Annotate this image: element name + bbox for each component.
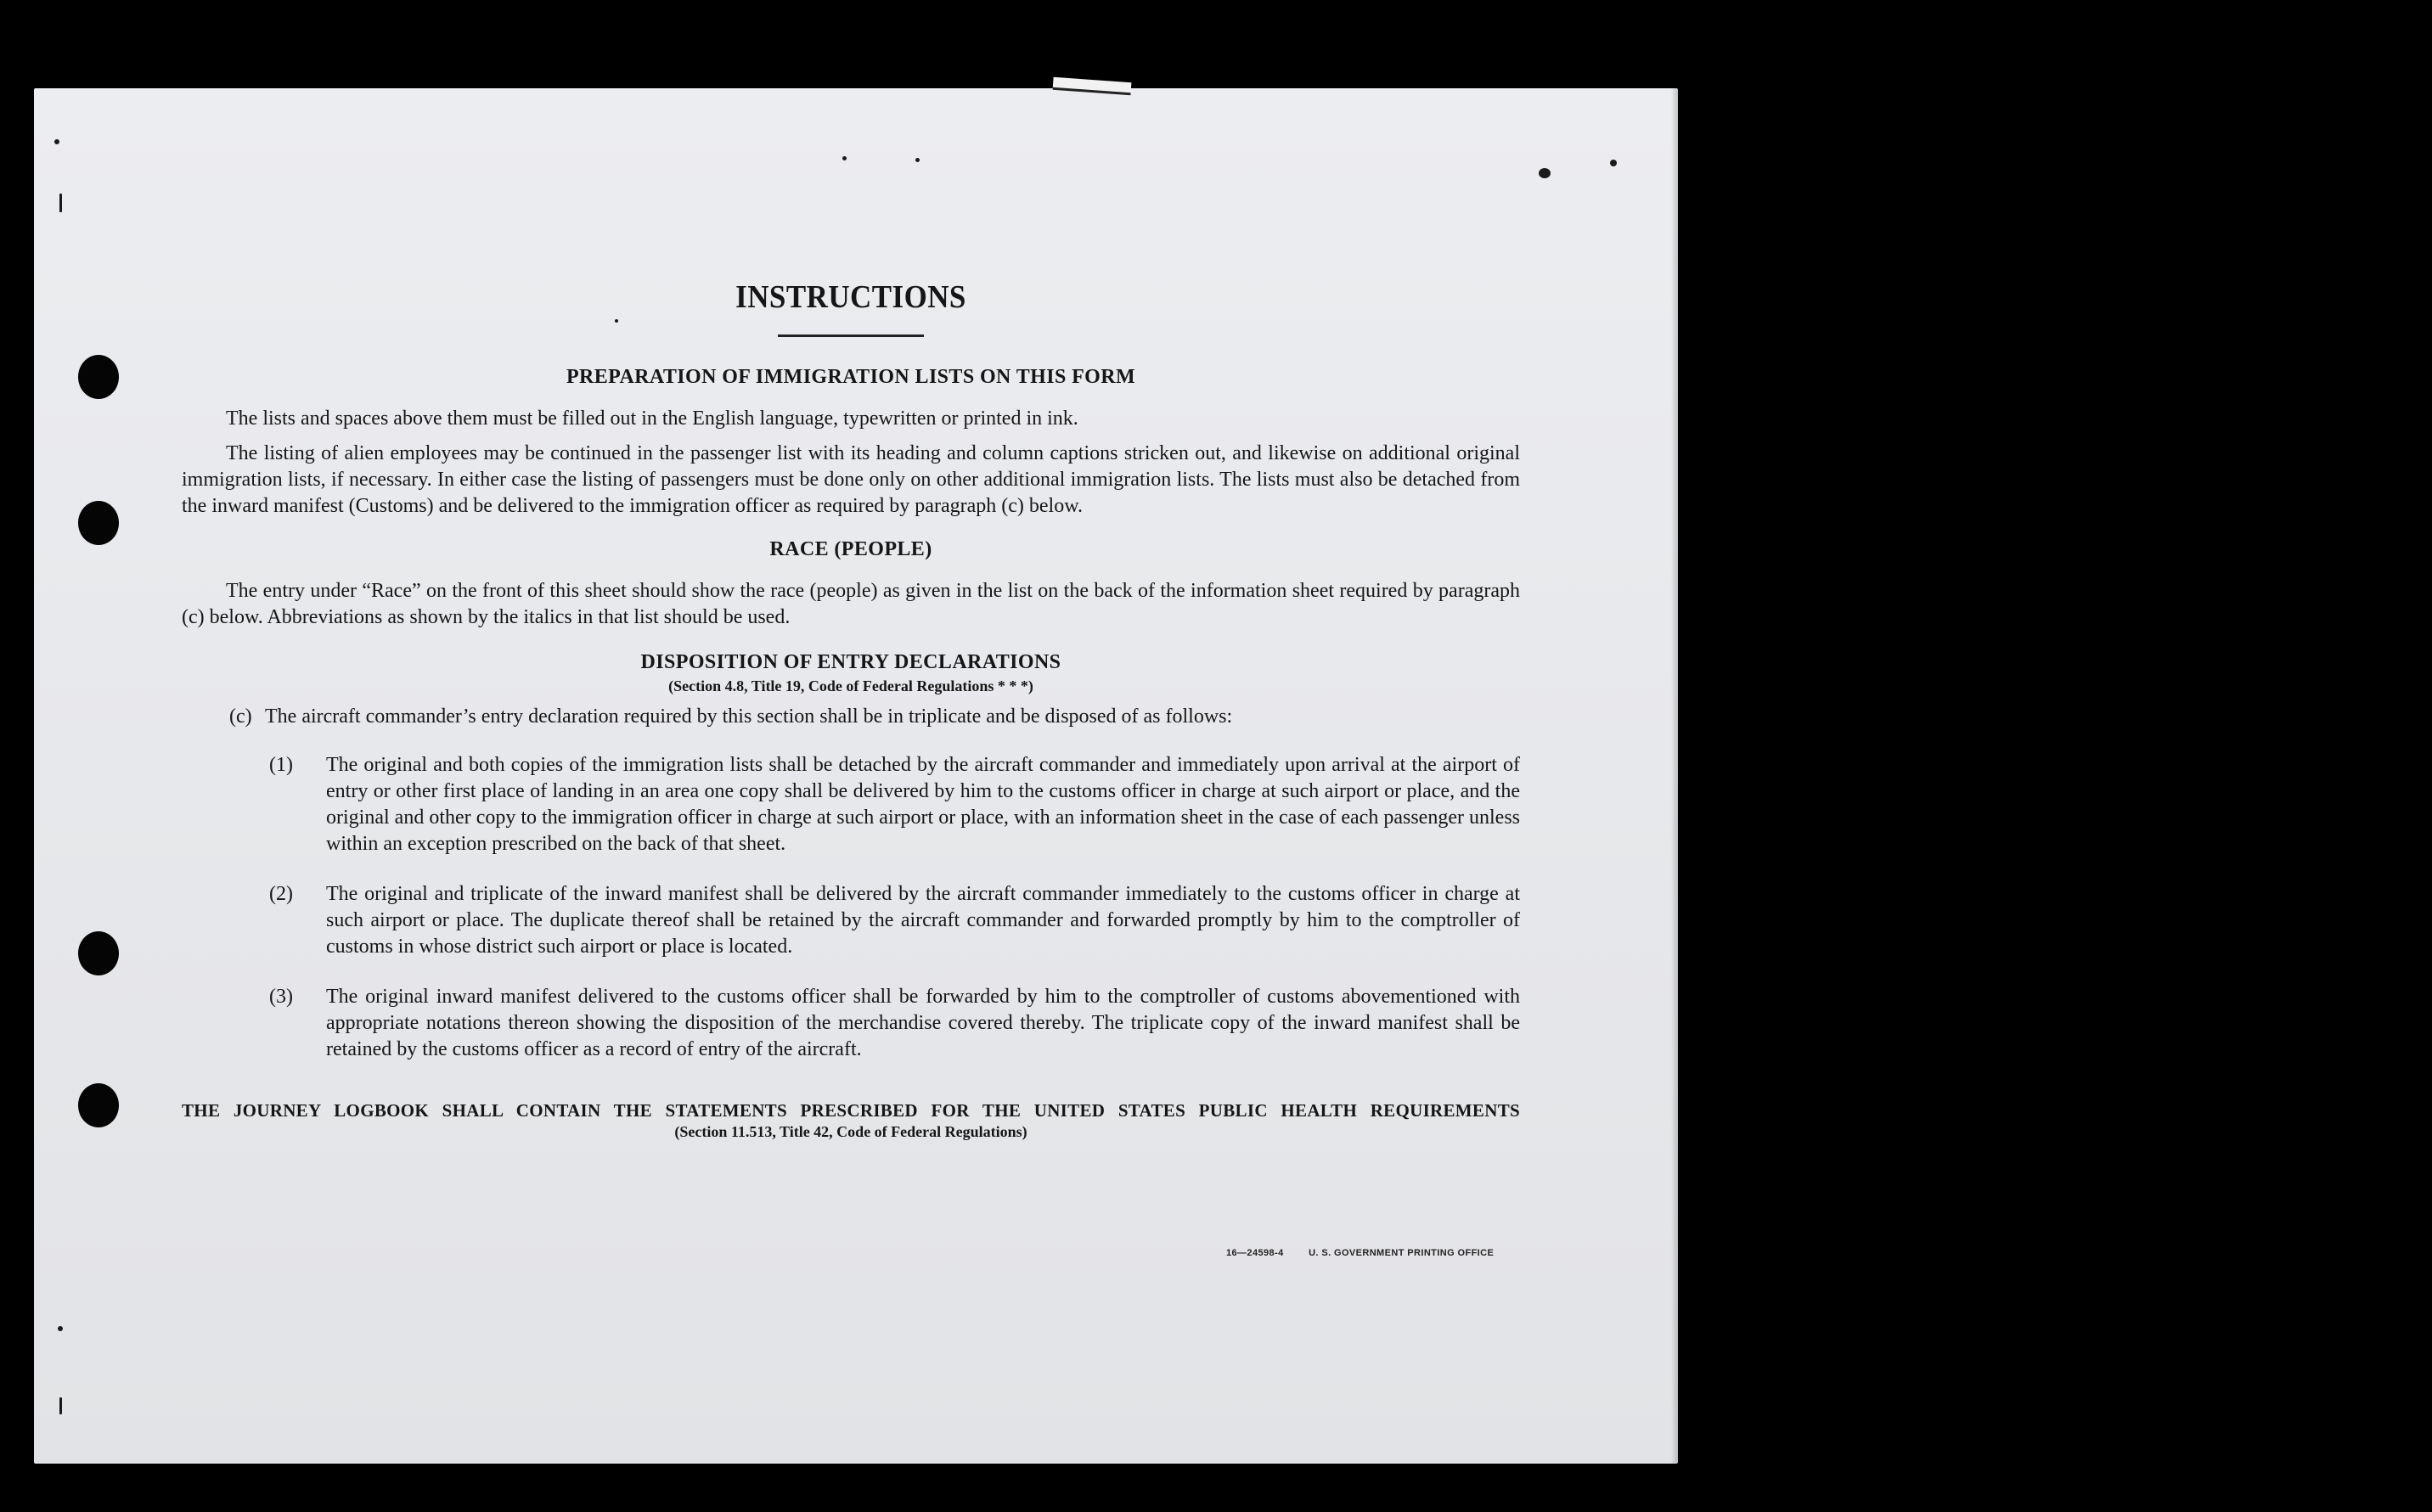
page-title: INSTRUCTIONS [735, 279, 966, 315]
scan-speck [54, 139, 59, 144]
printer-imprint [1226, 1248, 1516, 1258]
item-text: The aircraft commander’s entry declaration required by this section shall be in triplicate and be disposed of as follows: [265, 705, 1233, 728]
scan-speck [915, 158, 920, 162]
item-label: (c) [229, 705, 252, 728]
section-heading-preparation: PREPARATION OF IMMIGRATION LISTS ON THIS FORM [566, 366, 1136, 388]
disposition-citation: (Section 4.8, Title 19, Code of Federal Regulations * * *) [668, 677, 1033, 694]
scan-speck [59, 1397, 62, 1414]
disposition-item-1 [182, 752, 1520, 857]
punch-hole [78, 355, 119, 399]
section-heading-disposition: DISPOSITION OF ENTRY DECLARATIONS [640, 651, 1061, 673]
form-number: 16—24598-4 [1226, 1248, 1284, 1258]
item-label: (3) [269, 986, 293, 1008]
item-text: The original and triplicate of the inward manifest shall be delivered by the aircraft commander immediately to the customs officer in charge at such airport or place. The duplicate thereof shall be retained by the aircraft commander and forwarded promptly by him to the comptroller of customs in whose district such airport or place is located. [326, 883, 1520, 958]
punch-hole [78, 1083, 119, 1127]
sheet-edge-shadow [1671, 88, 1678, 1464]
scan-speck [58, 1326, 63, 1331]
punch-hole [78, 931, 119, 975]
item-text: The original and both copies of the immigration lists shall be detached by the aircraft commander and immediately upon arrival at the airport of entry or other first place of landing in an area one copy shall be delivered by him to the customs officer in charge at such airport or place, and the original and other copy to the immigration officer in charge at such airport or place, with an information sheet in the case of each passenger unless within an exception prescribed on the back of that sheet. [326, 754, 1520, 855]
health-requirements-citation: (Section 11.513, Title 42, Code of Federal Regulations) [674, 1123, 1027, 1140]
race-paragraph: The entry under “Race” on the front of this sheet should show the race (people) as given in the list on the back of the information sheet required by paragraph (c) below. Abbreviations as shown by the italics in that list should be used. [182, 580, 1520, 628]
punch-hole [78, 501, 119, 545]
disposition-item-2 [182, 881, 1520, 960]
scan-speck [1539, 168, 1551, 178]
preparation-paragraph-1: The lists and spaces above them must be filled out in the English language, typewritten or printed in ink. [226, 408, 1078, 430]
scan-speck [1610, 160, 1617, 166]
disposition-item-3 [182, 984, 1520, 1063]
printing-office: U. S. GOVERNMENT PRINTING OFFICE [1309, 1248, 1495, 1258]
item-text: The original inward manifest delivered to the customs officer shall be forwarded by him to the comptroller of customs abovementioned with appropriate notations thereon showing the disposition of the merchandise covered thereby. The triplicate copy of the inward manifest shall be retained by the customs officer as a record of entry of the aircraft. [326, 986, 1520, 1060]
disposition-intro [182, 704, 1520, 730]
scan-speck [59, 194, 62, 212]
item-label: (1) [269, 754, 293, 776]
health-requirements-heading: THE JOURNEY LOGBOOK SHALL CONTAIN THE STATEMENTS PRESCRIBED FOR THE UNITED STATES PUBLIC HEALTH REQUIREMENTS [182, 1100, 1520, 1121]
scan-speck [842, 156, 847, 160]
bleed-through-text [408, 141, 412, 160]
instructions-content [182, 272, 1520, 1141]
section-heading-race: RACE (PEOPLE) [769, 538, 932, 560]
title-underline [778, 334, 924, 337]
item-label: (2) [269, 883, 293, 905]
preparation-paragraph-2: The listing of alien employees may be continued in the passenger list with its heading and column captions stricken out, and likewise on additional original immigration lists, if necessary. In either case the listing of passengers must be done only on other additional immigration lists. The lists must also be detached from the inward manifest (Customs) and be delivered to the immigration officer as required by paragraph (c) below. [182, 442, 1520, 517]
